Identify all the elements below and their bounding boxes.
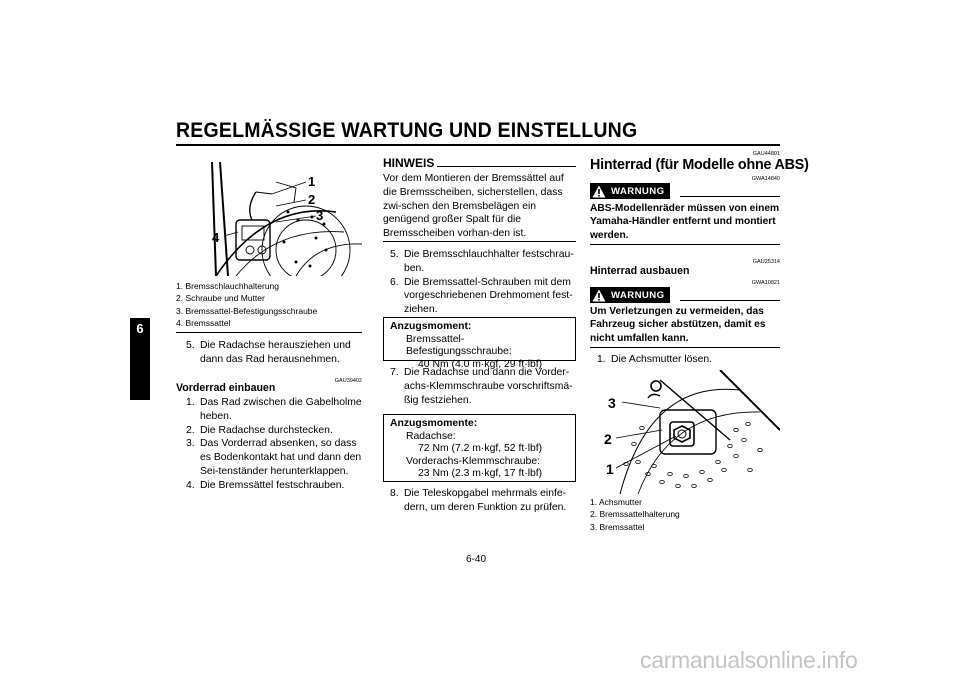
title-underline (176, 144, 780, 146)
warning-icon (592, 185, 606, 198)
caption-3: 3. Bremssattel (590, 521, 645, 532)
front-brake-figure (176, 162, 362, 276)
callout-2: 2 (308, 192, 316, 207)
list-item: 6. Die Bremssattel-Schrauben mit dem vorgeschriebenen Drehmoment fest-ziehen. (390, 276, 573, 316)
subheading-hinterrad-ausbauen: Hinterrad ausbauen (590, 265, 690, 277)
callout-2: 2 (604, 431, 612, 447)
rear-axle-figure (590, 370, 780, 494)
right-code-4: GWA10821 (751, 280, 780, 286)
callout-1: 1 (308, 174, 316, 189)
caption-2: 2. Schraube und Mutter (176, 293, 265, 304)
hinweis-heading: HINWEIS (383, 156, 435, 170)
caption-1: 1. Bremsschlauchhalterung (176, 281, 280, 291)
warning-badge-2: WARNUNG (590, 287, 670, 303)
warning-end-rule-2 (590, 347, 780, 348)
page-number: 6-40 (466, 554, 487, 565)
caption-1: 1. Achsmutter (590, 497, 642, 507)
page-title: REGELMÄSSIGE WARTUNG UND EINSTELLUNG (176, 119, 638, 142)
hinweis-end-rule (383, 241, 576, 242)
spec-box-anzugsmomente: Anzugsmomente: Radachse: 72 Nm (7.2 m·kgf, 52 ft·lbf) Vorderachs-Klemmschraube: 23 Nm (2.3 m·kgf, 17 ft·lbf) (383, 414, 576, 482)
warning-line-1 (680, 196, 780, 197)
right-step-1: 1. Die Achsmutter lösen. (597, 354, 713, 365)
spec-box-anzugsmoment: Anzugsmoment: Bremssattel-Befestigungsschraube: 40 Nm (4.0 m·kgf, 29 ft·lbf) (383, 317, 576, 361)
warning-icon (592, 289, 606, 302)
warning-end-rule-1 (590, 244, 780, 245)
caption-4: 4. Bremssattel (176, 318, 231, 329)
hinweis-text: Vor dem Montieren der Bremssättel auf die Bremsscheiben, sicherstellen, dass zwi-schen den Bremsbelägen ein genügend großer Spalt für die Bremsscheiben vorhan-den ist. (383, 173, 564, 240)
left-steps-list (186, 396, 366, 493)
warning-text-1: ABS-Modellenräder müssen von einem Yamaha-Händler entfernt und montiert werden. (590, 203, 780, 241)
warning-line-2 (680, 300, 780, 301)
right-code-1: GAU44801 (752, 151, 780, 157)
list-item: 3. Das Vorderrad absenken, so dass es Bodenkontakt hat und dann den Sei-tenständer herunterklappen. (186, 438, 362, 477)
caption-3: 3. Bremssattel-Befestigungsschraube (176, 305, 318, 316)
watermark: carmanualsonline.info (640, 647, 858, 673)
right-code-2: GWA14840 (751, 176, 780, 182)
warning-badge-1: WARNUNG (590, 183, 670, 199)
left-caption-rule (176, 332, 362, 333)
subheading-vorderrad-einbauen: Vorderrad einbauen (176, 382, 276, 394)
list-item: 4. Die Bremssättel festschrauben. (186, 479, 345, 491)
caption-2: 2. Bremssattelhalterung (590, 509, 680, 520)
callout-3: 3 (608, 395, 616, 411)
left-figure-captions (176, 280, 317, 330)
list-item: 2. Die Radachse durchstecken. (186, 424, 333, 436)
middle-steps-a (390, 248, 576, 317)
chapter-tab: 6 (130, 318, 150, 400)
list-item: 5. Die Bremsschlauchhalter festschrau-ben. (390, 249, 574, 274)
right-code-3: GAU25314 (752, 259, 780, 265)
middle-step-8: 8. Die Teleskopgabel mehrmals einfe-dern, um deren Funktion zu prüfen. (390, 488, 567, 513)
middle-step-7: 7. Die Radachse und dann die Vorder-achs-Klemmschraube vorschriftsmä-ßig festziehen. (390, 367, 573, 406)
list-item: 1. Das Rad zwischen die Gabelholme heben. (186, 397, 362, 422)
right-figure-captions (590, 496, 680, 533)
callout-1: 1 (606, 461, 614, 477)
callout-3: 3 (316, 208, 324, 223)
left-step-5: 5. Die Radachse herausziehen und dann das Rad herausnehmen. (186, 340, 351, 365)
left-code: GAU39402 (334, 378, 362, 384)
section-title-hinterrad: Hinterrad (für Modelle ohne ABS) (590, 157, 809, 173)
callout-4: 4 (212, 230, 220, 245)
hinweis-rule (437, 166, 576, 167)
warning-text-2: Um Verletzungen zu vermeiden, das Fahrzeug sicher abstützen, damit es nicht umfallen kann. (590, 306, 766, 344)
